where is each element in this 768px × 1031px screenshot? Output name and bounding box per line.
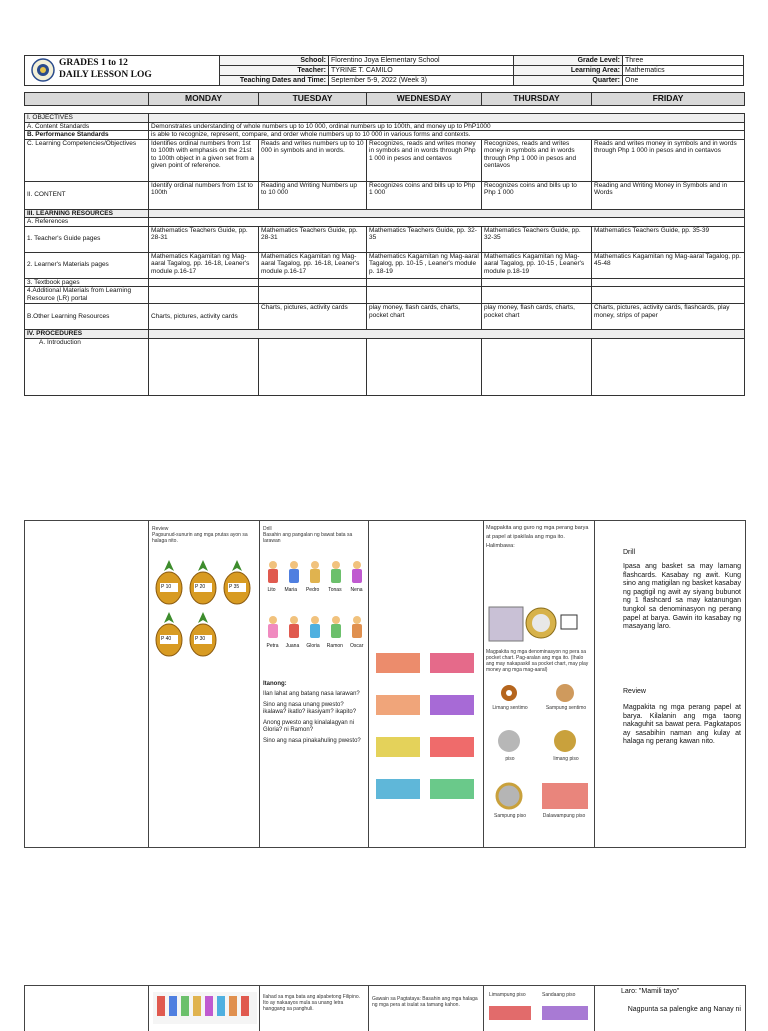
lm-monday: Mathematics Kagamitan ng Mag-aaral Tagalog, pp. 16-18, Leaner's module p.16-17 (149, 252, 259, 278)
price-label: P 30 (195, 636, 206, 642)
other-thursday: play money, flash cards, charts, pocket chart (482, 304, 592, 330)
additional-label: 4.Additional Materials from Learning Resource (LR) portal (25, 287, 149, 304)
assessment-text: Gawain sa Pagtataya: Basahin ang mga halaga ng mga pera at isulat sa tamang kahon. (372, 996, 478, 1008)
coins-grid (487, 681, 591, 841)
day-friday: FRIDAY (592, 93, 745, 106)
other-tuesday: Charts, pictures, activity cards (259, 304, 367, 330)
content-wednesday: Recognizes coins and bills up to Php 1 000 (367, 181, 482, 209)
tg-tuesday: Mathematics Teachers Guide, pp. 28-31 (259, 226, 367, 252)
performance-standards: is able to recognize, represent, compare, and order whole numbers up to 10 000 in various forms and contexts. (149, 131, 745, 140)
activity-panel (24, 520, 746, 848)
alphabet-chart-icon (153, 992, 257, 1024)
deped-seal-icon (31, 58, 55, 82)
kid-name: Oscar (350, 643, 364, 649)
school-label: School: (220, 56, 329, 66)
banknote-images-icon (374, 651, 478, 836)
coin-label: Limang sentimo (492, 705, 528, 711)
drill-heading: Drill (263, 526, 272, 532)
grade-label: Grade Level: (514, 56, 623, 66)
kid-name: Petra (266, 643, 279, 649)
children-illustration-icon (263, 559, 367, 587)
question: Ilan lahat ang batang nasa larawan? (263, 691, 360, 697)
dates-value: September 5-9, 2022 (Week 3) (329, 76, 514, 86)
dll-table (24, 113, 744, 396)
money-intro: Magpakita ang guro ng mga perang barya at papel at ipakilala ang mga ito. Halimbawa: (486, 525, 589, 549)
objectives-heading: I. OBJECTIVES (25, 114, 149, 123)
pineapple (154, 559, 184, 610)
title-line1: GRADES 1 to 12 (59, 58, 128, 68)
kids-row-1 (263, 559, 367, 595)
friday-drill-text: Ipasa ang basket sa may lamang flashcards. Kasabay ng awit. Kung sino ang matigilan ng basket kasabay ng pagtigil ng awit ay siyang bubunot ng 1 flashcard sa may katanungan tungkol sa denominasyon ng perang papel at barya. Gawin ito kasabay ng masayang laro. (623, 563, 741, 631)
textbook-label: 3. Textbook pages (25, 278, 149, 287)
fifty-peso-bill (489, 1006, 531, 1020)
friday-review-heading: Review (623, 688, 646, 695)
alphabet-text: Ilahad sa mga bata ang alpabetong Filipino. Ito ay nakaayos mula sa unang letra hanggang sa panghuli. (263, 994, 361, 1012)
content-thursday: Recognizes coins and bills up to Php 1 000 (482, 181, 592, 209)
drill-text: Basahin ang pangalan ng bawat bata sa larawan (263, 532, 353, 544)
pineapple (188, 559, 218, 610)
resources-heading: III. LEARNING RESOURCES (25, 209, 149, 218)
intro-label: A. Introduction (25, 338, 149, 395)
competency-wednesday: Recognizes, reads and writes money in symbols and in words through Php 1 000 in pesos and centavos (367, 139, 482, 181)
price-label: P 10 (161, 584, 172, 590)
dates-label: Teaching Dates and Time: (220, 76, 329, 86)
tg-friday: Mathematics Teachers Guide, pp. 35-39 (592, 226, 745, 252)
kid-name: Nena (350, 587, 363, 593)
pineapple (154, 611, 184, 662)
content-tuesday: Reading and Writing Numbers up to 10 000 (259, 181, 367, 209)
activity-panel-2 (24, 985, 746, 1031)
bill-label: Limampung piso (489, 992, 526, 998)
kid-name: Ramon (326, 643, 343, 649)
question: Sino ang nasa pinakahuling pwesto? (263, 737, 361, 744)
other-wednesday: play money, flash cards, charts, pocket chart (367, 304, 482, 330)
game-text: Nagpunta sa palengke ang Nanay ni (627, 1006, 741, 1013)
coin-label: Sampung piso (494, 813, 526, 819)
procedures-heading: IV. PROCEDURES (25, 330, 149, 339)
kid-name: Tonas (328, 587, 342, 593)
coin-label: Sampung sentimo (545, 705, 587, 711)
competency-friday: Reads and writes money in symbols and in words through Php 1 000 in pesos and in centavos (592, 139, 745, 181)
lm-label: 2. Learner's Materials pages (25, 252, 149, 278)
school-value: Florentino Joya Elementary School (329, 56, 514, 66)
competency-monday: Identifies ordinal numbers from 1st to 100th with emphasis on the 21st to 100th object in a given set from a given point of reference. (149, 139, 259, 181)
hundred-peso-bill (542, 1006, 588, 1020)
price-label: P 35 (229, 584, 240, 590)
coin-label: piso (505, 756, 515, 762)
kid-name: Maria (284, 587, 297, 593)
tg-monday: Mathematics Teachers Guide, pp. 28-31 (149, 226, 259, 252)
questions (263, 691, 367, 745)
teacher-value: TYRINE T. CAMILO (329, 66, 514, 76)
price-label: P 20 (195, 584, 206, 590)
review-text: Pagsunud-sunurin ang mga prutas ayon sa halaga nito. (152, 532, 248, 544)
review-heading: Review (152, 526, 169, 532)
kid-name: Gloria (306, 643, 320, 649)
kids-row-2 (263, 613, 367, 649)
quarter-value: One (623, 76, 744, 86)
children-illustration-icon (263, 613, 367, 643)
tanong-label: Itanong: (263, 681, 287, 687)
game-title: Laro: "Mamili tayo" (621, 988, 680, 995)
other-label: B.Other Learning Resources (25, 304, 149, 330)
day-monday: MONDAY (149, 93, 259, 106)
content-standards-label: A. Content Standards (25, 122, 149, 131)
money-text: Magpakita ng mga denominasyon ng pera sa pocket chart. Pag-aralan ang mga ito. (Ihalo ang may nakapaskil sa pocket chart, may play money ang mga mag-aaral) (486, 649, 589, 673)
day-thursday: THURSDAY (482, 93, 592, 106)
tg-label: 1. Teacher's Guide pages (25, 226, 149, 252)
tg-wednesday: Mathematics Teachers Guide, pp. 32-35 (367, 226, 482, 252)
teacher-label: Teacher: (220, 66, 329, 76)
day-wednesday: WEDNESDAY (367, 93, 482, 106)
friday-drill-heading: Drill (623, 549, 636, 556)
question: Sino ang nasa unang pwesto? ikalawa? ikatlo? ikasiyam? ikapito? (263, 701, 357, 715)
header (24, 55, 744, 84)
other-monday: Charts, pictures, activity cards (149, 304, 259, 330)
pineapple (188, 611, 218, 662)
question: Anong pwesto ang kinalalagyan ni Gloria? ni Ramon? (263, 719, 355, 733)
competencies-label: C. Learning Competencies/Objectives (25, 139, 149, 181)
content-friday: Reading and Writing Money in Symbols and in Words (592, 181, 745, 209)
coin-label: limang piso (553, 756, 579, 762)
peso-bill-and-coin (487, 601, 591, 645)
bill-label: Sandaang piso (542, 992, 576, 998)
coin-label: Dalawampung piso (542, 813, 586, 819)
title-cell (25, 56, 220, 86)
kid-name: Pedro (305, 587, 320, 593)
peso-money-icon (487, 601, 591, 645)
content-standards: Demonstrates understanding of whole numbers up to 10 000, ordinal numbers up to 100th, and money up to PhP1000 (149, 122, 745, 131)
day-header-blank (25, 93, 149, 106)
references-label: A. References (25, 218, 149, 227)
performance-label: B. Performance Standards (25, 131, 149, 140)
competency-tuesday: Reads and writes numbers up to 10 000 in symbols and in words. (259, 139, 367, 181)
lm-wednesday: Mathematics Kagamitan ng Mag-aaral Tagalog, pp. 10-15 , Leaner's module p. 18-19 (367, 252, 482, 278)
tg-thursday: Mathematics Teachers Guide, pp. 32-35 (482, 226, 592, 252)
lm-thursday: Mathematics Kagamitan ng Mag-aaral Tagalog, pp. 10-15 , Leaner's module p.18-19 (482, 252, 592, 278)
title-line2: DAILY LESSON LOG (59, 70, 152, 80)
kid-name: Lito (267, 587, 276, 593)
friday-review-text: Magpakita ng mga perang papel at barya. Kilalanin ang mga taong nakaguhit sa bawat pera. Pagkatapos ay sasabihin naman ang kulay at halaga ng perang kawan nito. (623, 704, 741, 746)
grade-value: Three (623, 56, 744, 66)
lm-friday: Mathematics Kagamitan ng Mag-aaral Tagalog, pp. 45-48 (592, 252, 745, 278)
kid-name: Juana (285, 643, 300, 649)
lm-tuesday: Mathematics Kagamitan ng Mag-aaral Tagalog, pp. 16-18, Leaner's module p.16-17 (259, 252, 367, 278)
content-monday: Identify ordinal numbers from 1st to 100th (149, 181, 259, 209)
pineapple-group (150, 555, 258, 695)
area-value: Mathematics (623, 66, 744, 76)
content-label: II. CONTENT (25, 181, 149, 209)
banknote-collage (374, 651, 478, 836)
other-friday: Charts, pictures, activity cards, flashcards, play money, strips of paper (592, 304, 745, 330)
pineapple (222, 559, 252, 610)
area-label: Learning Area: (514, 66, 623, 76)
day-header (24, 92, 744, 106)
price-label: P 40 (161, 636, 172, 642)
day-tuesday: TUESDAY (259, 93, 367, 106)
competency-thursday: Recognizes, reads and writes money in symbols and in words through Php 1 000 in pesos and centavos (482, 139, 592, 181)
quarter-label: Quarter: (514, 76, 623, 86)
